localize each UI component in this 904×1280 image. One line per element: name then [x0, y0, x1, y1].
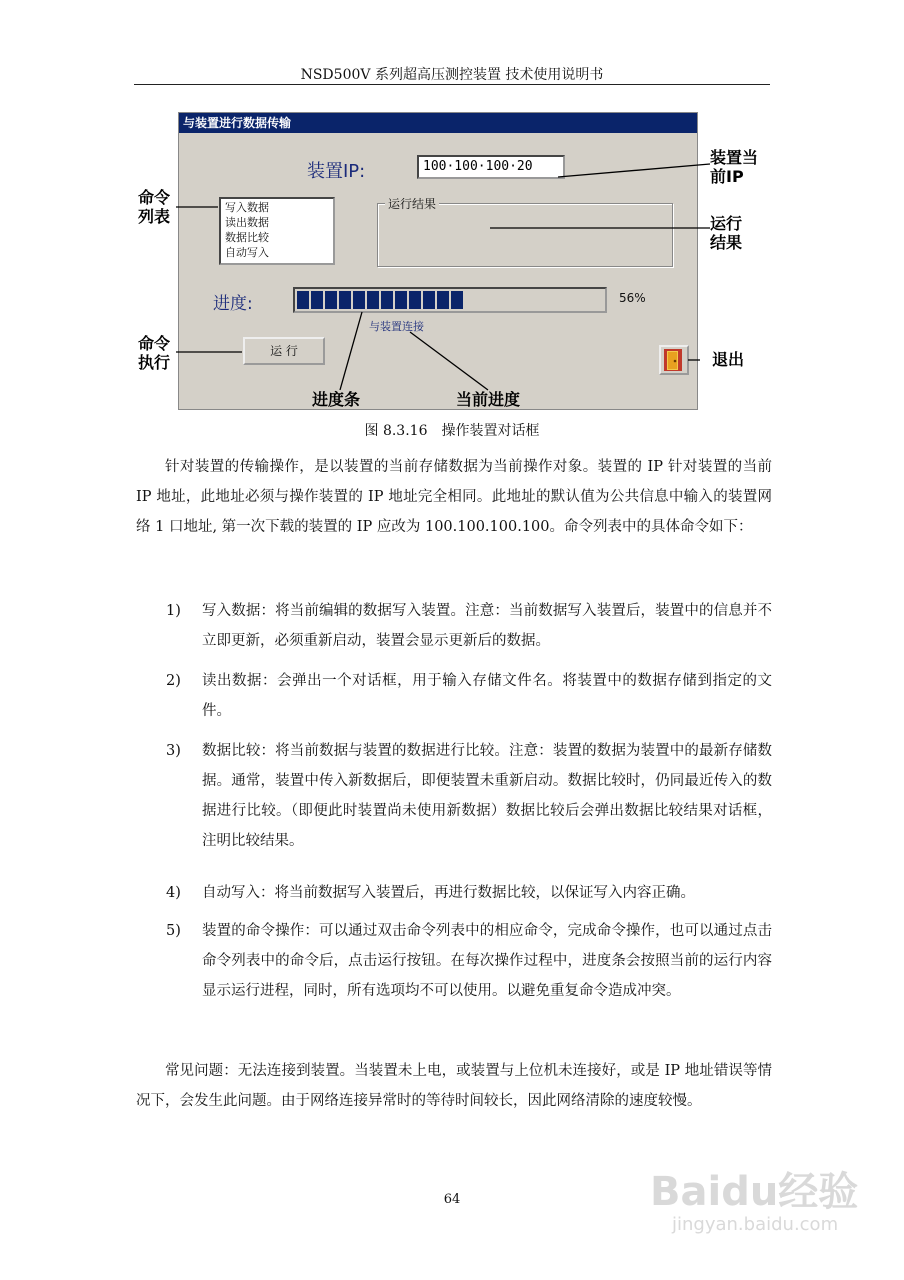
callout-command-list: 命令 列表 [138, 188, 171, 226]
page-number: 64 [443, 1192, 461, 1207]
callout-exit: 退出 [712, 350, 745, 369]
watermark-brand: Baidu经验 [650, 1169, 859, 1215]
command-item[interactable]: 读出数据 [225, 216, 269, 229]
faq-paragraph: 常见问题：无法连接到装置。当装置未上电，或装置与上位机未连接好，或是 IP 地址错误等情况下，会发生此问题。由于网络连接异常时的等待时间较长，因此网络清除的速度较慢。 [136, 1063, 772, 1109]
callout-result: 运行 结果 [710, 214, 743, 252]
item-text: 自动写入：将当前数据写入装置后，再进行数据比较，以保证写入内容正确。 [202, 885, 695, 901]
item-text: 数据比较：将当前数据与装置的数据进行比较。注意：装置的数据为装置中的最新存储数据。通常，装置中传入新数据后，即便装置未重新启动。数据比较时，仍同最近传入的数据进行比较。（即便此时装置尚未使用新数据）数据比较后会弹出数据比较结果对话框，注明比较结果。 [202, 743, 772, 849]
result-label: 运行结果 [385, 195, 439, 212]
item-number: 4) [166, 885, 181, 901]
callout-lines [0, 0, 904, 420]
item-text: 写入数据：将当前编辑的数据写入装置。注意：当前数据写入装置后，装置中的信息并不立即更新，必须重新启动，装置会显示更新后的数据。 [202, 603, 772, 649]
item-number: 3) [166, 743, 181, 759]
run-button[interactable]: 运 行 [243, 337, 325, 365]
watermark-url: jingyan.baidu.com [672, 1214, 839, 1235]
callout-current-progress: 当前进度 [456, 390, 521, 409]
command-item[interactable]: 写入数据 [225, 201, 269, 214]
item-text: 读出数据：会弹出一个对话框，用于输入存储文件名。将装置中的数据存储到指定的文件。 [202, 673, 772, 719]
progress-percent: 56% [619, 291, 646, 305]
item-text: 装置的命令操作：可以通过双击命令列表中的相应命令，完成命令操作，也可以通过点击命令列表中的命令后，点击运行按钮。在每次操作过程中，进度条会按照当前的运行内容显示运行进程，同时，所有选项均不可以使用。以避免重复命令造成冲突。 [202, 923, 772, 999]
progress-status: 与装置连接 [369, 320, 424, 333]
callout-progress-bar: 进度条 [312, 390, 361, 409]
item-number: 2) [166, 673, 181, 689]
item-number: 5) [166, 923, 181, 939]
callout-current-ip: 装置当 前IP [710, 148, 759, 186]
ip-input[interactable]: 100·100·100·20 [417, 155, 565, 179]
command-item[interactable]: 自动写入 [225, 246, 269, 259]
command-item[interactable]: 数据比较 [225, 231, 269, 244]
dialog-title: 与装置进行数据传输 [179, 113, 697, 133]
page-header: NSD500V 系列超高压测控装置 技术使用说明书 [300, 67, 604, 83]
item-number: 1) [166, 603, 181, 619]
progress-label: 进度: [213, 294, 253, 314]
ip-label: 装置IP: [307, 161, 366, 182]
figure-caption: 图 8.3.16 操作装置对话框 [364, 423, 540, 439]
callout-exec: 命令 执行 [138, 334, 171, 372]
intro-paragraph: 针对装置的传输操作，是以装置的当前存储数据为当前操作对象。装置的 IP 针对装置的当前 IP 地址，此地址必须与操作装置的 IP 地址完全相同。此地址的默认值为公共信息中输入的装置网络 1 口地址, 第一次下载的装置的 IP 应改为 100.100.100.100。命令列表中的具体命令如下： [136, 459, 772, 535]
